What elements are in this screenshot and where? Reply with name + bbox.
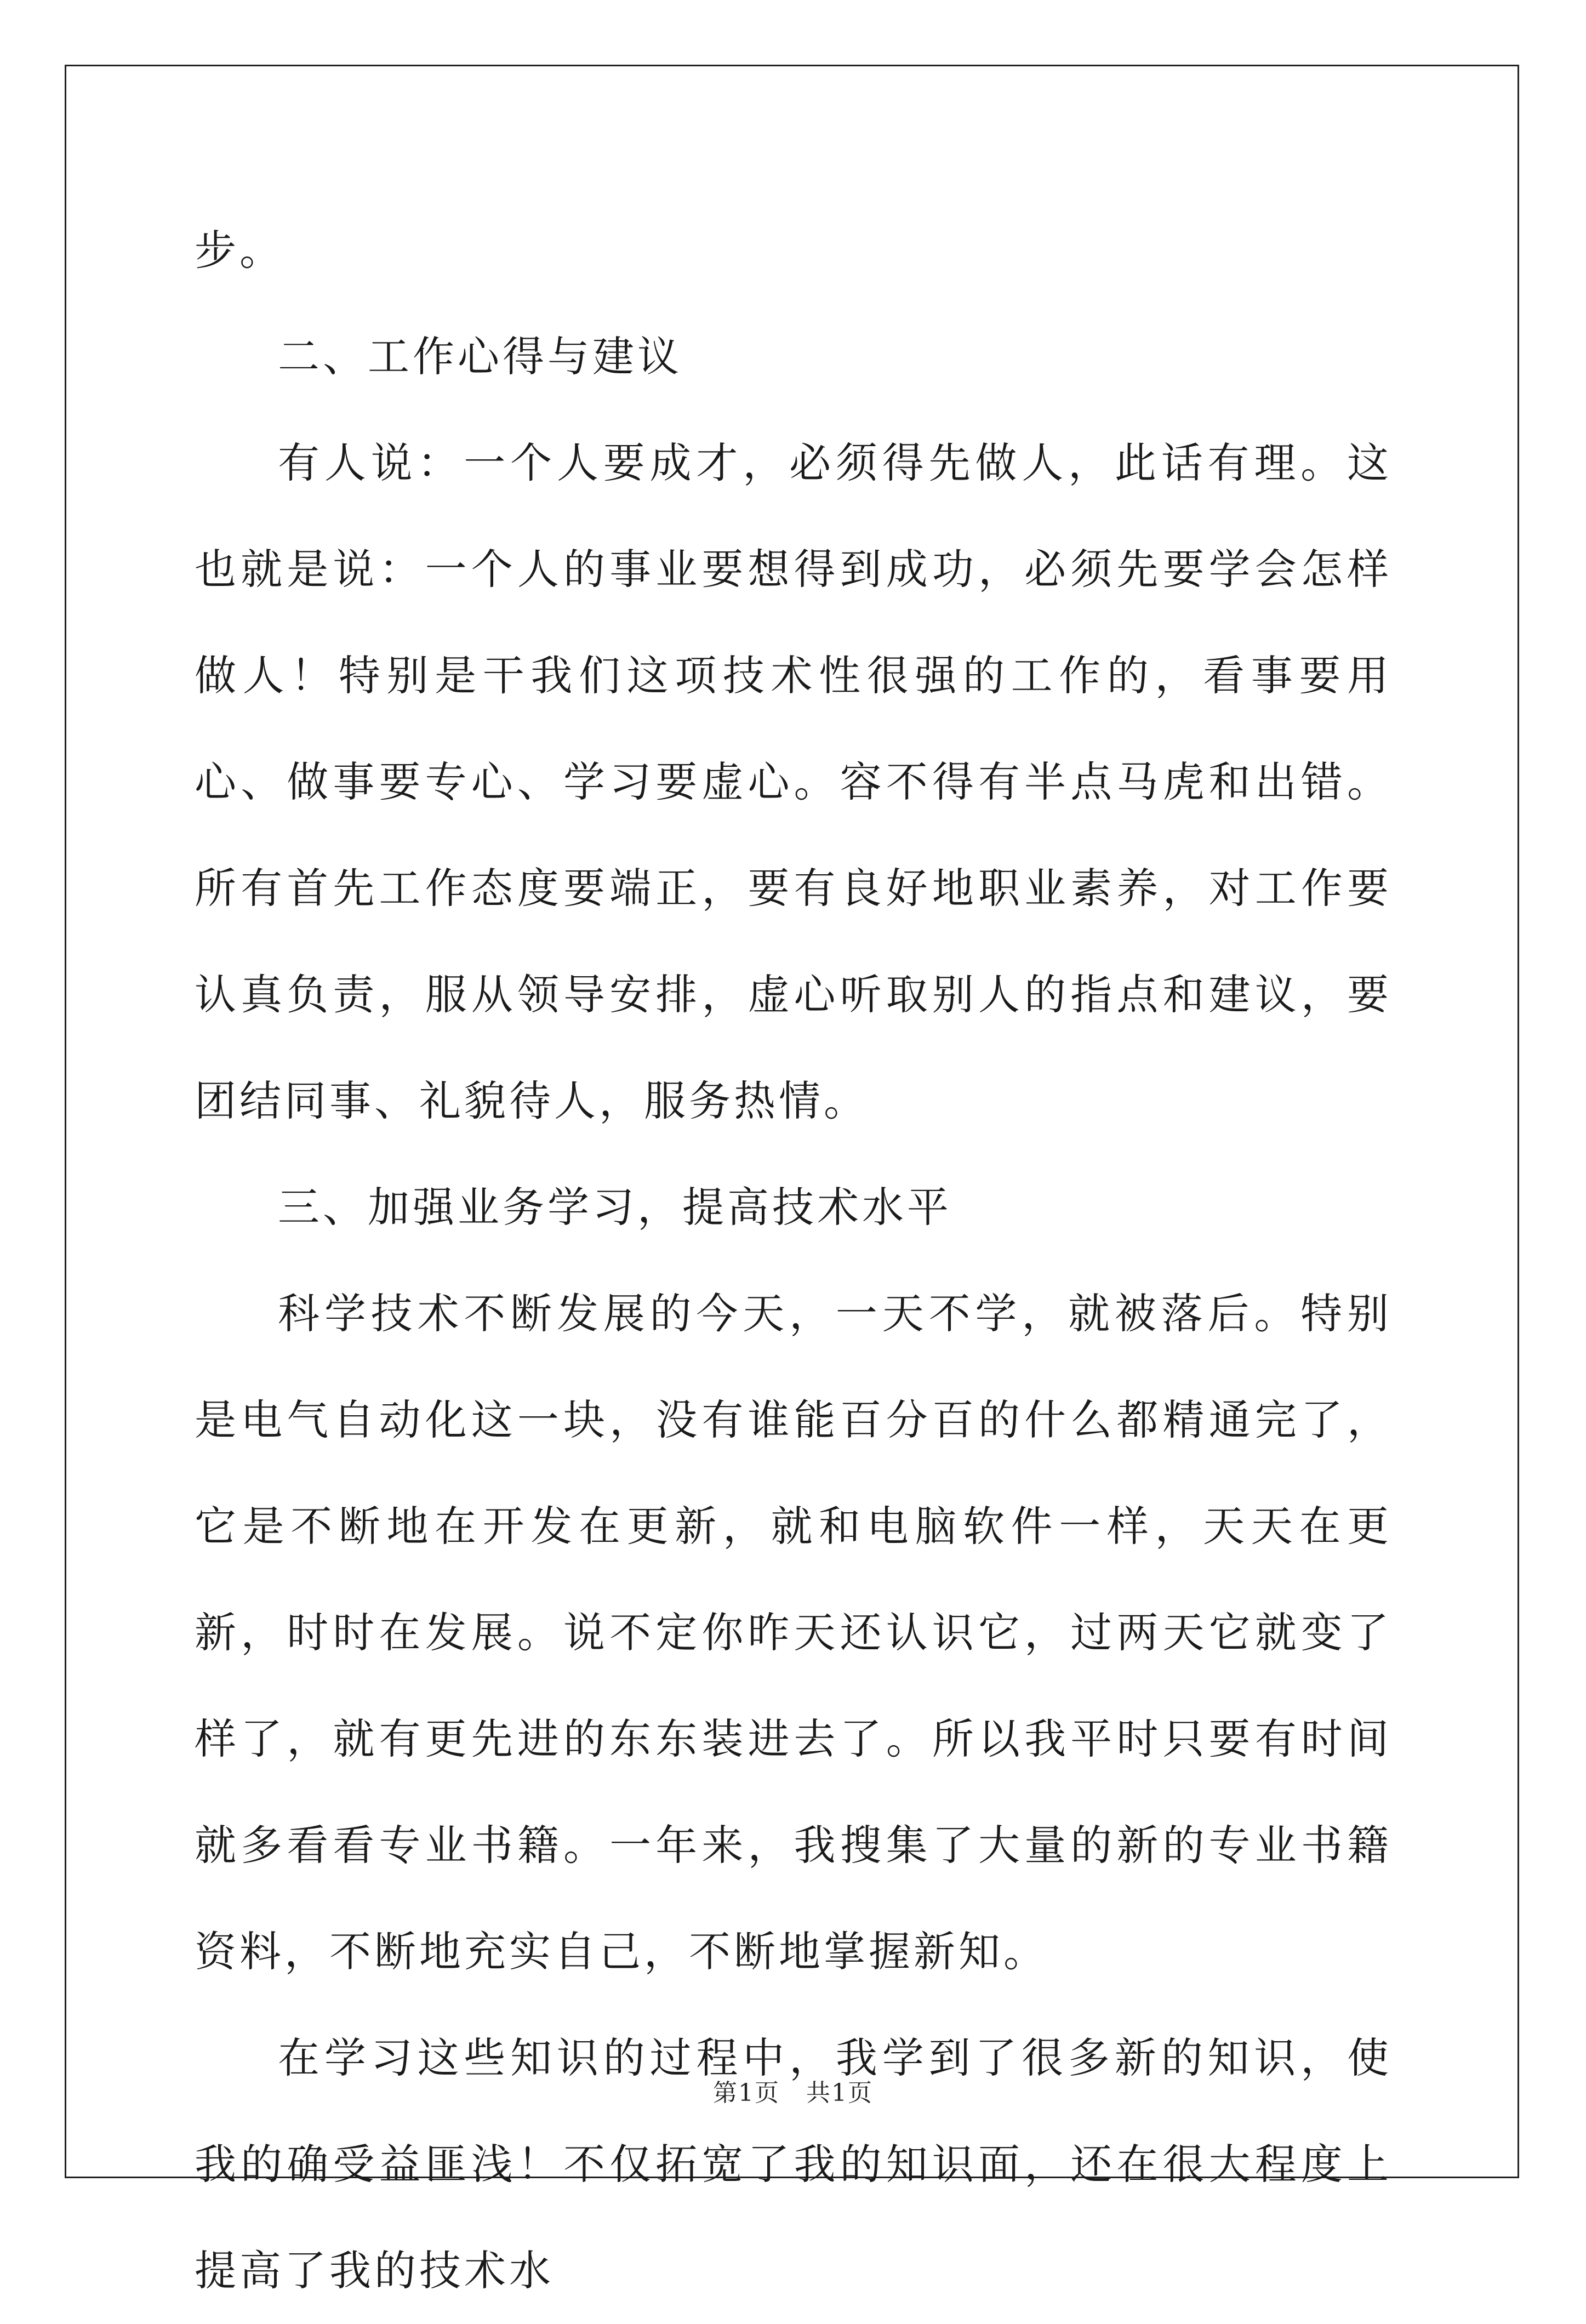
paragraph-learning-benefits: 在学习这些知识的过程中，我学到了很多新的知识，使我的确受益匪浅！不仅拓宽了我的知识面，还在很大程度上提高了我的技术水: [195, 2034, 1392, 2295]
paragraph-continuation: 步。: [195, 226, 284, 275]
paragraph-work-attitude: 有人说：一个人要成才，必须得先做人，此话有理。这也就是说：一个人的事业要想得到成功，必须先要学会怎样做人！特别是干我们这项技术性很强的工作的，看事要用心、做事要专心、学习要虚心。容不得有半点马虎和出错。所有首先工作态度要端正，要有良好地职业素养，对工作要认真负责，服从领导安排，虚心听取别人的指点和建议，要团结同事、礼貌待人，服务热情。: [195, 438, 1392, 1125]
document-body: [195, 197, 1392, 2324]
page-total: 共1页: [806, 2079, 873, 2107]
page-footer: [0, 2073, 1586, 2108]
section-heading-3: 三、加强业务学习，提高技术水平: [278, 1183, 952, 1232]
section-heading-2: 二、工作心得与建议: [278, 332, 682, 381]
paragraph-technology-learning: 科学技术不断发展的今天，一天不学，就被落后。特别是电气自动化这一块，没有谁能百分百的什么都精通完了，它是不断地在开发在更新，就和电脑软件一样，天天在更新，时时在发展。说不定你昨天还认识它，过两天它就变了样了，就有更先进的东东装进去了。所以我平时只要有时间就多看看专业书籍。一年来，我搜集了大量的新的专业书籍资料，不断地充实自己，不断地掌握新知。: [195, 1289, 1392, 1976]
page-number: 第1页: [713, 2079, 780, 2107]
